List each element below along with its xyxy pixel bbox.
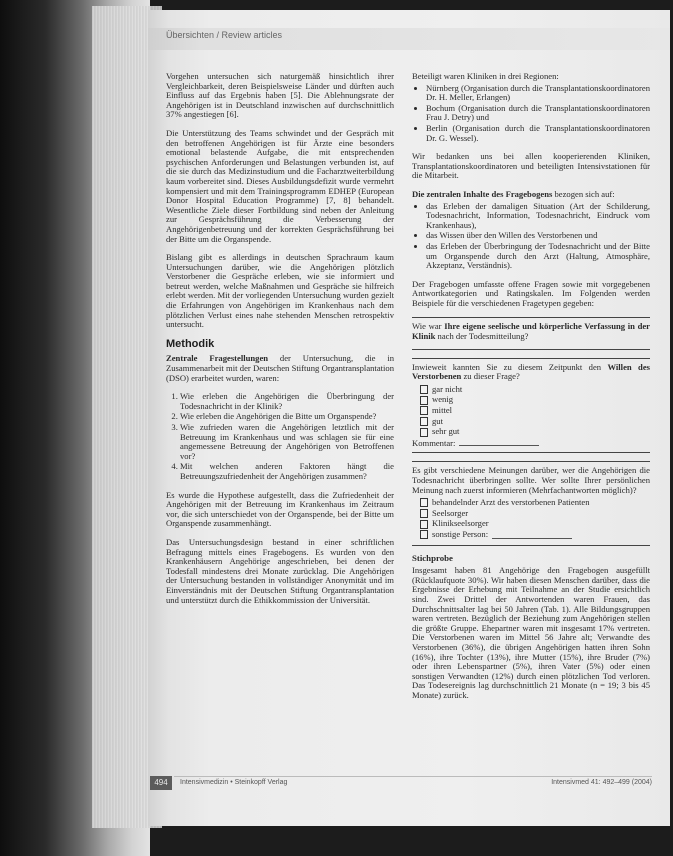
option-row[interactable] (420, 385, 650, 395)
comment-label: Kommentar: (412, 437, 456, 448)
checkbox-icon[interactable] (420, 417, 428, 426)
contents-intro-bold: Die zentralen Inhalte des Fragebogens (412, 188, 553, 199)
option-row[interactable] (420, 530, 650, 540)
regions-list (412, 84, 650, 144)
intro-paragraph-1: Vorgehen untersuchen sich naturgemäß hinsichtlich ihrer Vergleichbarkeit, deren Beispielsweise Länder und dürften auch Einfluss auf das Ergebnis haben [5]. Die Ablehnungsrate der Angehörigen ist in Deutschland inzwischen auf durchschnittlich 37% angestiegen [6]. (166, 71, 394, 120)
page-footer (148, 776, 670, 790)
option-label: mittel (432, 405, 453, 416)
other-person-line[interactable] (492, 531, 572, 539)
questionnaire-contents (412, 202, 650, 271)
design-paragraph: Das Untersuchungsdesign bestand in einer schriftlichen Befragung mittels eines Fragebogens. Es wurden von den Krankenhäusern Angehörige angeschrieben, bei denen der Todesfall mindestens drei Monate zurücklag. Die Angehörigen der Untersuchung bestanden in vollständiger Anonymität und im Einverständnis mit der Deutschen Stiftung Organtransplantation und unterstützt durch die Ethikkommission der Universität. (166, 536, 394, 605)
sample-heading: Stichprobe (412, 552, 453, 563)
research-question: 1. Wie erleben die Angehörigen die Überbringung der Todesnachricht in der Klinik? (180, 392, 394, 411)
example-question-2 (412, 358, 650, 454)
option-row[interactable] (420, 509, 650, 519)
option-label: wenig (432, 394, 454, 405)
region-item: • Berlin (Organisation durch die Transplantationskoordinatoren Dr. G. Wessel). (426, 124, 650, 143)
methods-intro-text: der Untersuchung, die in Zusammenarbeit mit der Deutschen Stiftung Organtransplantation (DSO) erarbeitet wurden, waren: (166, 353, 394, 383)
option-label: sonstige Person: (432, 528, 489, 539)
checkbox-icon[interactable] (420, 385, 428, 394)
question-1-text (412, 322, 650, 341)
left-column (166, 72, 394, 614)
methods-heading: Methodik (166, 337, 215, 350)
methods-intro-bold: Zentrale Fragestellungen (166, 353, 269, 364)
checkbox-icon[interactable] (420, 498, 428, 507)
checkbox-icon[interactable] (420, 406, 428, 415)
research-question: 2. Wie erleben die Angehörigen die Bitte um Organspende? (180, 412, 394, 422)
item-types-paragraph: Der Fragebogen umfasste offene Fragen sowie mit vorgegebenen Antwortkategorien und Ratingskalen. Im Folgenden werden Beispiele für die verschiedenen Fragetypen gegeben: (412, 278, 650, 308)
document-page (148, 10, 670, 826)
option-label: sehr gut (432, 426, 460, 437)
example-question-3 (412, 461, 650, 545)
research-questions (166, 392, 394, 481)
option-label: Klinikseelsorger (432, 518, 489, 529)
option-row[interactable] (420, 498, 650, 508)
checkbox-icon[interactable] (420, 509, 428, 518)
question-1-pre: Wie war (412, 321, 445, 332)
question-2-text (412, 363, 650, 382)
region-item: • Bochum (Organisation durch die Transplantationskoordinatoren Frau J. Detry) und (426, 104, 650, 123)
comment-line[interactable] (459, 438, 539, 446)
research-question: 3. Wie zufrieden waren die Angehörigen letztlich mit der Betreuung im Krankenhaus und was schlagen sie für eine angemessene Betreuung der Angehörigen von Betroffenen vor? (180, 423, 394, 461)
checkbox-icon[interactable] (420, 530, 428, 539)
checkbox-icon[interactable] (420, 520, 428, 529)
option-row[interactable] (420, 519, 650, 529)
methods-intro (166, 354, 394, 383)
contents-intro-text: bezogen sich auf: (552, 188, 615, 199)
option-label: gut (432, 415, 443, 426)
option-label: behandelnder Arzt des verstorbenen Patienten (432, 497, 590, 508)
comment-row (412, 438, 650, 449)
checkbox-icon[interactable] (420, 396, 428, 405)
question-1-post: nach der Todesmitteilung? (435, 331, 529, 342)
option-row[interactable] (420, 427, 650, 437)
footer-rule (174, 776, 652, 777)
option-row[interactable] (420, 395, 650, 405)
right-column (412, 72, 650, 709)
contents-intro (412, 190, 650, 200)
example-question-1 (412, 317, 650, 349)
option-row[interactable] (420, 417, 650, 427)
sample-paragraph: Insgesamt haben 81 Angehörige den Fragebogen ausgefüllt (Rücklaufquote 30%). Wir haben diesen Menschen darüber, dass die Ergebnisse der Erhebung mit Teilnahme an der Studie ersichtlich sind. Zwei Drittel der Antwortenden waren Frauen, das Durchschnittsalter lag bei 50 Jahren (Tab. 1). Alle Bildungsgruppen waren vertreten. Bezüglich der Beziehung zum Angehörigen stellen die größte Gruppe. Ehepartner waren mit insgesamt 17% vertreten. Die Verstorbenen waren im Mittel 56 Jahre alt; Verwandte des Verstorbenen (36%), die übrigen Angehörigen hatten ihren Sohn (16%), ihre Tochter (13%), ihre Mutter (15%), ihre Bruder (7%) oder ihren Lebenspartner (5%), ihren Vater (5%) oder einen sonstigen Verwandten (12%) durch einen plötzlichen Tod verloren. Das Todesereignis lag durchschnittlich 21 Monate (n = 19; 3 bis 45 Monate) zurück. (412, 565, 650, 700)
option-label: gar nicht (432, 383, 463, 394)
regions-intro: Beteiligt waren Kliniken in drei Regionen: (412, 71, 559, 81)
footer-journal: Intensivmedizin • Steinkopff Verlag (180, 779, 288, 786)
question-3-text: Es gibt verschiedene Meinungen darüber, wer die Angehörigen die Todesnachricht überbringen sollte. Wer sollte Ihrer persönlichen Meinung nach zuerst informieren (Mehrfachantworten möglich)? (412, 465, 650, 495)
contents-item: • das Wissen über den Willen des Verstorbenen und (426, 231, 650, 241)
question-2-bold: Willen des Verstorbenen (412, 361, 650, 382)
option-row[interactable] (420, 406, 650, 416)
thanks-paragraph: Wir bedanken uns bei allen kooperierenden Kliniken, Transplantationskoordinatoren und beteiligten Intensivstationen für die Mitarbeit. (412, 151, 650, 181)
hypothesis-paragraph: Es wurde die Hypothese aufgestellt, dass die Zufriedenheit der Angehörigen mit der Betreuung im Krankenhaus im Zeitraum vor, die sich unterschiedet von der Organspende, bei der Bitte um Organspende zusammenhängt. (166, 489, 394, 529)
question-2-post: zu dieser Frage? (461, 371, 520, 382)
intro-paragraph-3: Bislang gibt es allerdings in deutschen Sprachraum kaum Untersuchungen darüber, wie die Angehörigen plötzlich Verstorbener die Gespräche erleben, wie sie informiert und betreut werden, welche Maßnahmen und Gespräche sie hilfreich erlebt werden. Mit der vorliegenden Untersuchung wurden gezielt die Erfahrungen von Angehörigen im Krankenhaus nach dem plötzlichen Verlust eines nahe stehenden Menschen retrospektiv untersucht. (166, 252, 394, 330)
contents-item: • das Erleben der damaligen Situation (Art der Schilderung, Todesnachricht, Information, Todesnachricht, Eindruck vom Krankenhaus), (426, 202, 650, 231)
question-1-bold: Ihre eigene seelische und körperliche Verfassung in der Klinik (412, 321, 650, 342)
research-question: 4. Mit welchen anderen Faktoren hängt die Betreuungszufriedenheit der Angehörigen zusammen? (180, 462, 394, 481)
intro-paragraph-2: Die Unterstützung des Teams schwindet und der Gespräch mit den betroffenen Angehörigen ist für Ärzte eine besonders emotional belastende Aufgabe, die mit entsprechenden psychischen Anforderungen und Belastungen verbunden ist, auf die sie durch das Medizinstudium und die Facharztweiterbildung kaum vorbereitet sind. Dieses Ausbildungsdefizit wurde vermehrt kompensiert und mit dem Trainingsprogramm EDHEP (European Donor Hospital Education Programme) [7, 8] behandelt. Wesentliche Ziele dieser Fortbildung sind neben der Anleitung zur Gesprächsführung die Verbesserung der Angehörigenbetreuung und der korrekten Gesprächsführung bei der Bitte um die Organspende. (166, 127, 394, 244)
footer-citation: Intensivmed 41: 492–499 (2004) (551, 779, 652, 786)
checkbox-icon[interactable] (420, 428, 428, 437)
region-item: • Nürnberg (Organisation durch die Transplantationskoordinatoren Dr. H. Meller, Erlangen) (426, 84, 650, 103)
page-number: 494 (150, 776, 172, 790)
question-2-pre: Inwieweit kannten Sie zu diesem Zeitpunkt den (412, 361, 608, 372)
contents-item: • das Erleben der Überbringung der Todesnachricht und der Bitte um Organspende durch den Arzt (Haltung, Atmosphäre, Akzeptanz, Verständnis). (426, 242, 650, 271)
running-header: Übersichten / Review articles (166, 30, 283, 40)
option-label: Seelsorger (432, 507, 469, 518)
